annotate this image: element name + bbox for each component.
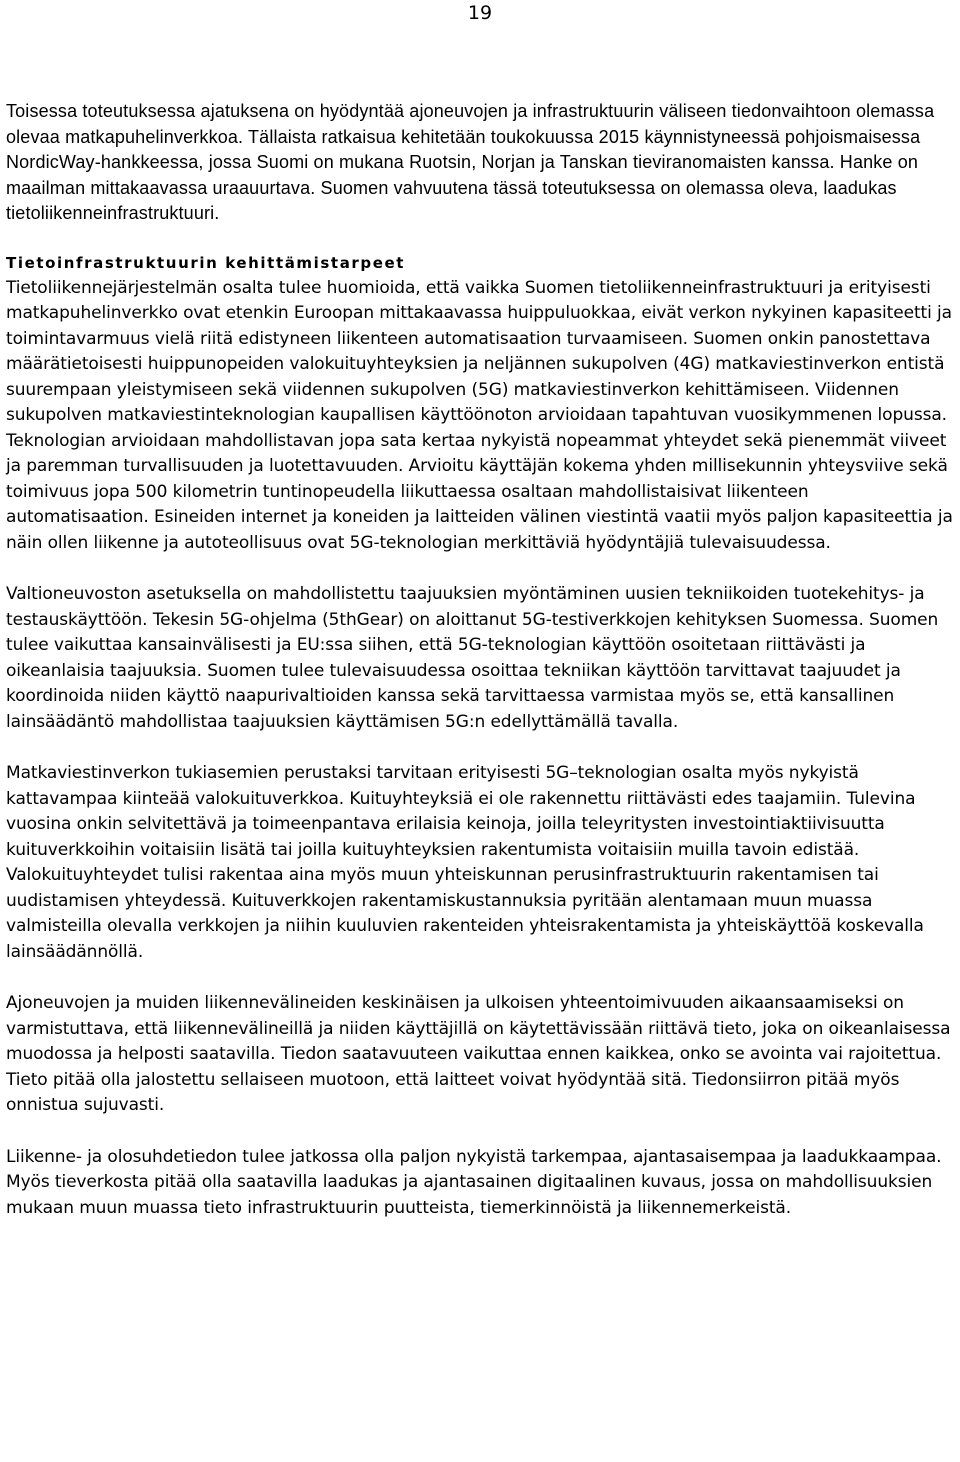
page-number: 19 <box>467 2 493 24</box>
paragraph-development-needs: Tietoliikennejärjestelmän osalta tulee huomioida, että vaikka Suomen tietoliikenneinfrastruktuuri ja erityisesti matkapuhelinverkko ovat etenkin Euroopan mittakaavassa huippuluokkaa, eivät verkon nykyinen kapasiteetti ja toimintavarmuus vielä riitä edistyneen liikenteen automatisaation turvaamiseen. Suomen onkin panostettava määrätietoisesti huippunopeiden valokuituyhteyksien ja neljännen sukupolven (4G) matkaviestinverkon entistä suurempaan yleistymiseen sekä viidennen sukupolven (5G) matkaviestinverkon kehittämiseen. Viidennen sukupolven matkaviestinteknologian kaupallisen käyttöönoton arvioidaan tapahtuvan vuosikymmenen lopussa. Teknologian arvioidaan mahdollistavan jopa sata kertaa nykyistä nopeammat yhteydet sekä pienemmät viiveet ja paremman turvallisuuden ja luotettavuuden. Arvioitu käyttäjän kokema yhden millisekunnin yhteysviive sekä toimivuus jopa 500 kilometrin tuntinopeudella liikuttaessa osaltaan mahdollistaisivat liikenteen automatisaation. Esineiden internet ja koneiden ja laitteiden välinen viestintä vaatii myös paljon kapasiteettia ja näin ollen liikenne ja autoteollisuus ovat 5G-teknologian merkittäviä hyödyntäjiä tulevaisuudessa. <box>6 277 953 553</box>
paragraph-regulation: Valtioneuvoston asetuksella on mahdollistettu taajuuksien myöntäminen uusien tekniikoiden tuotekehitys- ja testauskäyttöön. Tekesin 5G-ohjelma (5thGear) on aloittanut 5G-testiverkkojen kehityksen Suomessa. Suomen tulee vaikuttaa kansainvälisesti ja EU:ssa siihen, että 5G-teknologian käyttöön osoitetaan riittävästi ja oikeanlaisia taajuuksia. Suomen tulee tulevaisuudessa osoittaa tekniikan käyttöön tarvittavat taajuudet ja koordinoida niiden käyttö naapurivaltioiden kanssa sekä tarvittaessa varmistaa myös se, että kansallinen lainsäädäntö mahdollistaa taajuuksien käyttämisen 5G:n edellyttämällä tavalla. <box>6 584 939 732</box>
paragraph-base-stations: Matkaviestinverkon tukiasemien perustaksi tarvitaan erityisesti 5G–teknologian osalta myös nykyistä kattavampaa kiinteää valokuituverkkoa. Kuituyhteyksiä ei ole rakennettu riittävästi edes taajamiin. Tulevina vuosina onkin selvitettävä ja toimeenpantava erilaisia keinoja, joilla teleyritysten investointiaktiivisuutta kuituverkkoihin voitaisiin lisätä tai joilla kuituyhteyksien rakentumista voitaisiin muilla tavoin edistää. Valokuituyhteydet tulisi rakentaa aina myös muun yhteiskunnan perusinfrastruktuurin rakentamisen tai uudistamisen yhteydessä. Kuituverkkojen rakentamiskustannuksia pyritään alentamaan muun muassa valmisteilla olevalla verkkojen ja niihin kuuluvien rakenteiden yhteisrakentamista ja yhteiskäyttöä koskevalla lainsäädännöllä. <box>6 763 924 962</box>
document-body <box>6 99 954 1221</box>
paragraph-intro: Toisessa toteutuksessa ajatuksena on hyödyntää ajoneuvojen ja infrastruktuurin väliseen tiedonvaihtoon olemassa olevaa matkapuhelinverkkoa. Tällaista ratkaisua kehitetään toukokuussa 2015 käynnistyneessä pohjoismaisessa NordicWay-hankkeessa, jossa Suomi on mukana Ruotsin, Norjan ja Tanskan tieviranomaisten kanssa. Hanke on maailman mittakaavassa uraauurtava. Suomen vahvuutena tässä toteutuksessa on olemassa oleva, laadukas tietoliikenneinfrastruktuuri. <box>6 101 935 223</box>
paragraph-accuracy: Liikenne- ja olosuhdetiedon tulee jatkossa olla paljon nykyistä tarkempaa, ajantasaisempaa ja laadukkaampaa. Myös tieverkosta pitää olla saatavilla laadukas ja ajantasainen digitaalinen kuvaus, jossa on mahdollisuuksien mukaan muun muassa tieto infrastruktuurin puutteista, tiemerkinnöistä ja liikennemerkeistä. <box>6 1146 942 1218</box>
section-heading: Tietoinfrastruktuurin kehittämistarpeet <box>6 253 406 272</box>
paragraph-data-exchange: Ajoneuvojen ja muiden liikennevälineiden keskinäisen ja ulkoisen yhteentoimivuuden aikaansaamiseksi on varmistuttava, että liikennevälineillä ja niiden käyttäjillä on käytettävissään riittävä tieto, joka on oikeanlaisessa muodossa ja helposti saatavilla. Tiedon saatavuuteen vaikuttaa ennen kaikkea, onko se avointa vai rajoitettua. Tieto pitää olla jalostettu sellaiseen muotoon, että laitteet voivat hyödyntää sitä. Tiedonsiirron pitää myös onnistua sujuvasti. <box>6 993 951 1115</box>
